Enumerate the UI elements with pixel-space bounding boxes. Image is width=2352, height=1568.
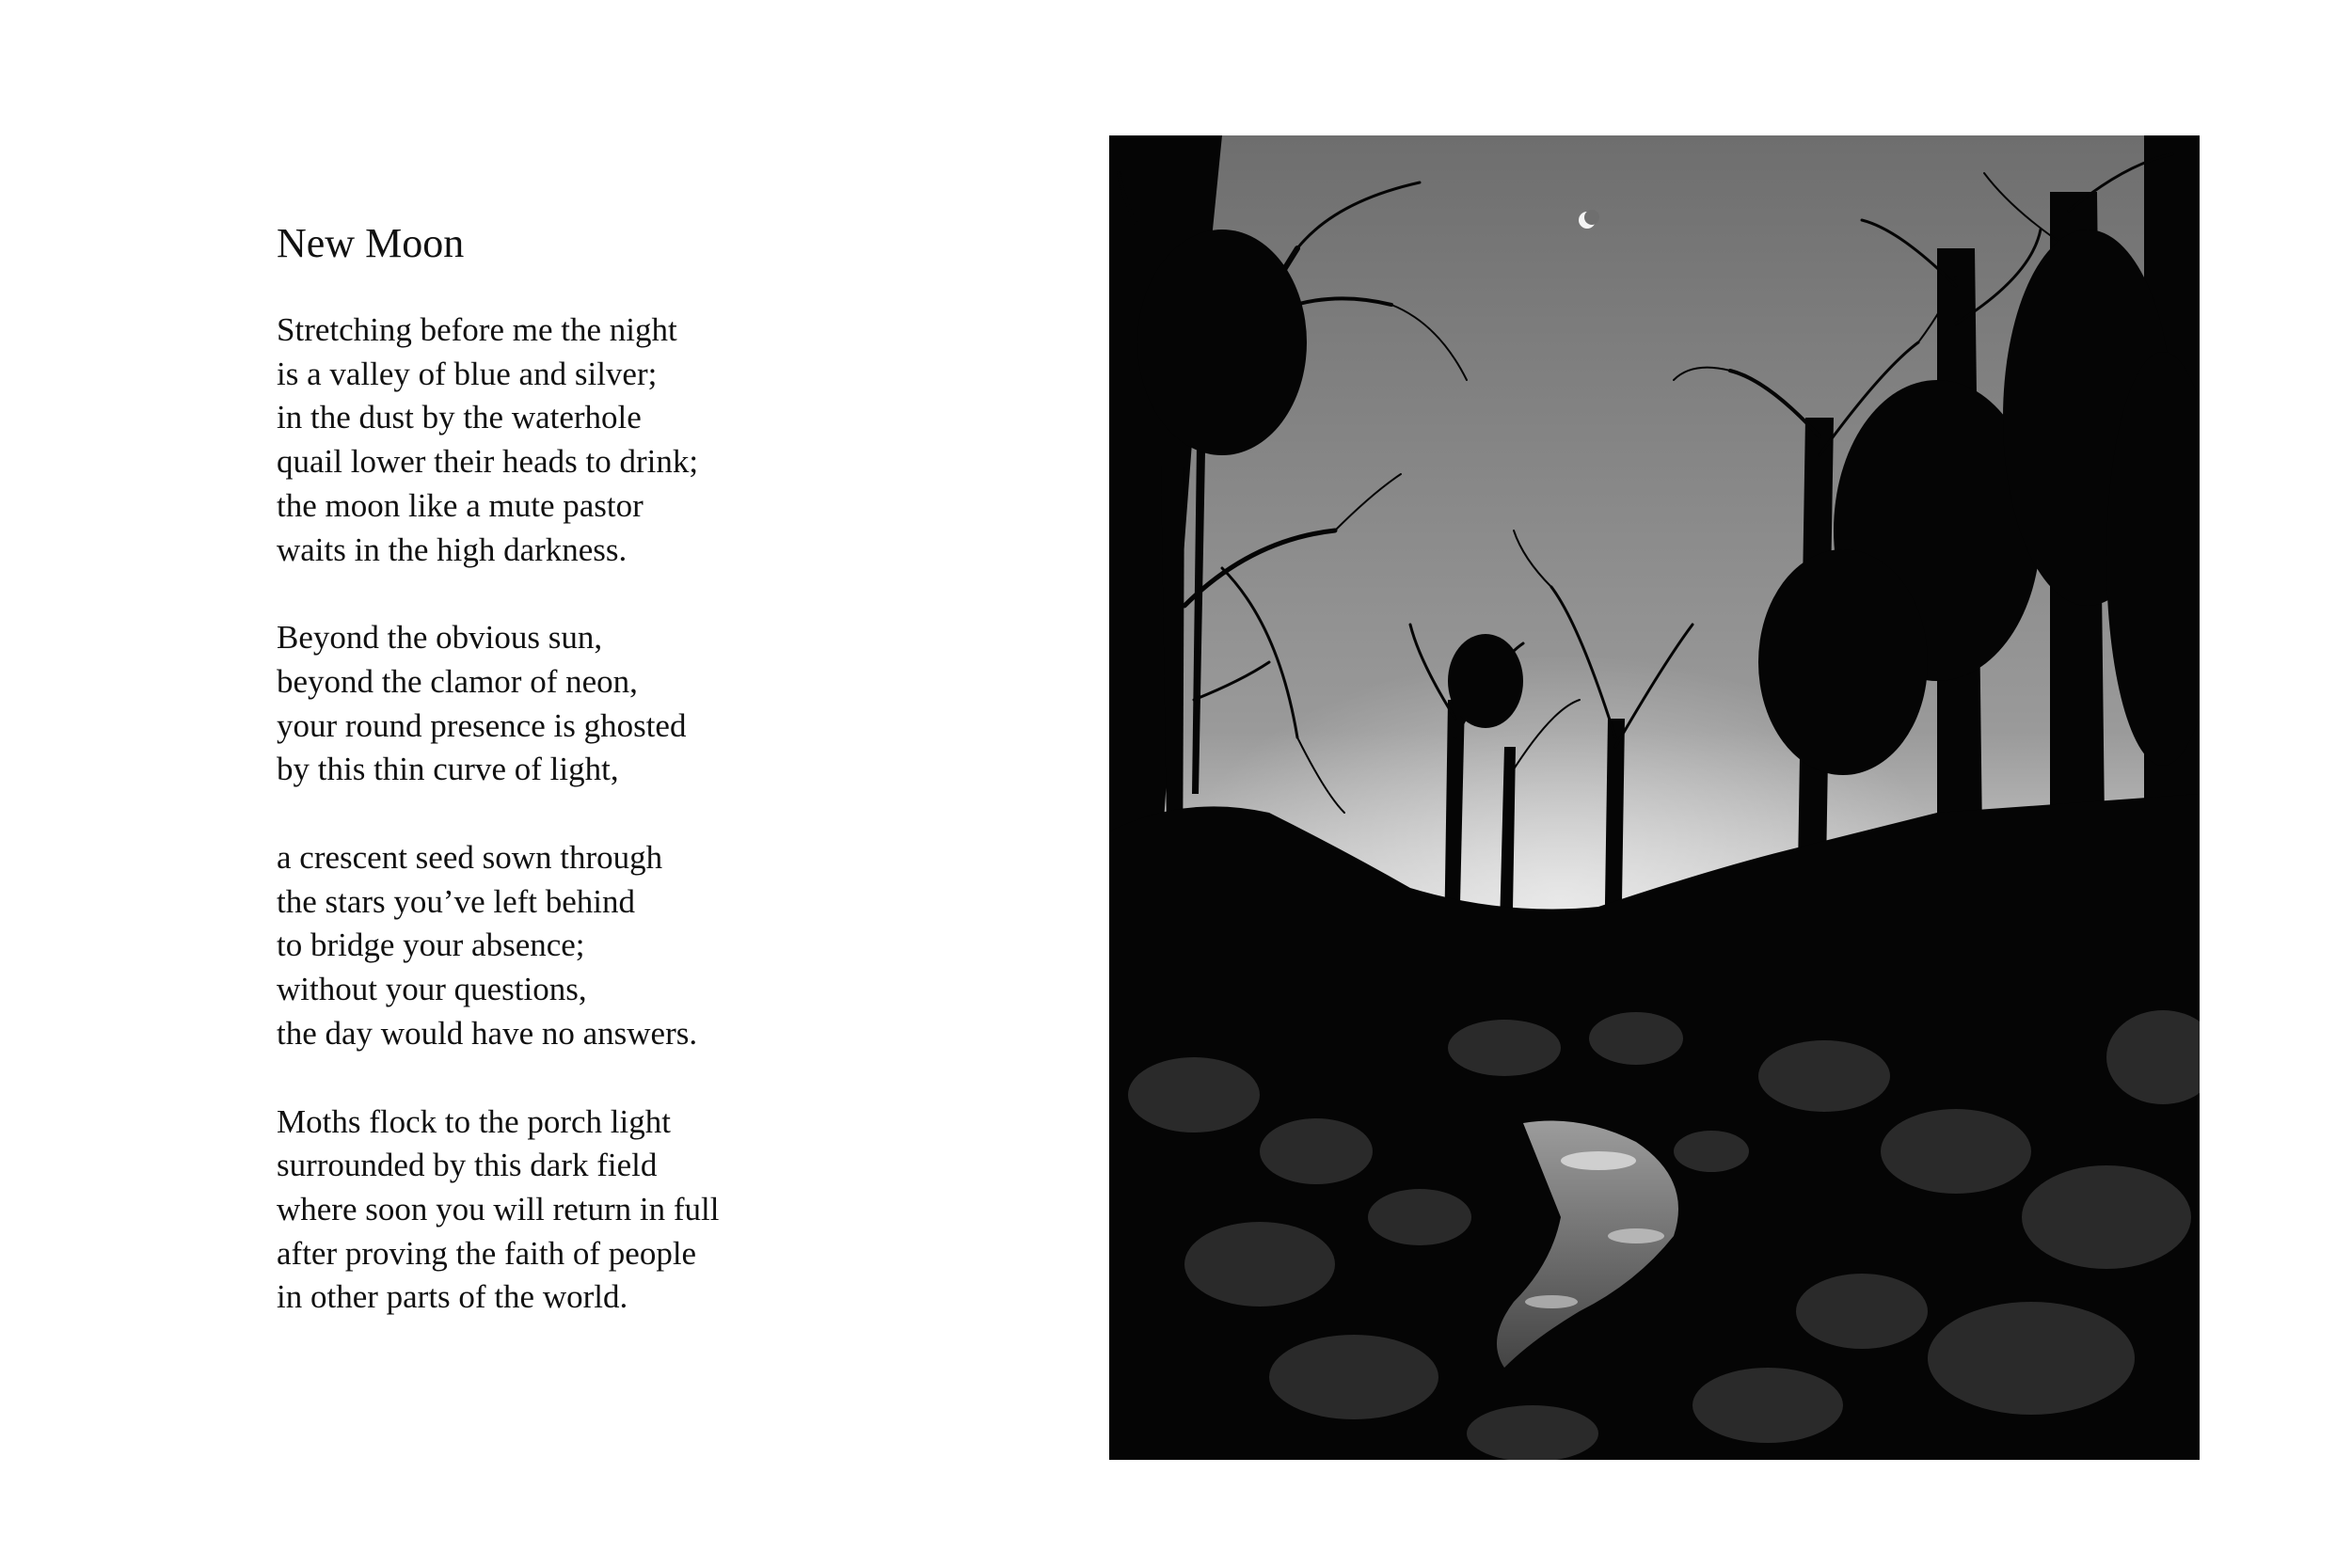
- poem-line: without your questions,: [277, 971, 587, 1008]
- stanza-1: [277, 309, 860, 572]
- poem-line: the day would have no answers.: [277, 1014, 698, 1052]
- poem-line: quail lower their heads to drink;: [277, 443, 699, 481]
- poem-line: the moon like a mute pastor: [277, 486, 644, 524]
- poem: [277, 218, 860, 1364]
- stanza-4: [277, 1101, 860, 1321]
- poem-line: is a valley of blue and silver;: [277, 355, 658, 392]
- poem-line: the stars you’ve left behind: [277, 882, 636, 920]
- poem-line: surrounded by this dark field: [277, 1147, 658, 1184]
- poem-line: where soon you will return in full: [277, 1190, 720, 1227]
- poem-line: beyond the clamor of neon,: [277, 662, 638, 700]
- photo-illustration: [1109, 135, 2200, 1460]
- poem-line: in the dust by the waterhole: [277, 399, 642, 436]
- poem-line: Beyond the obvious sun,: [277, 619, 603, 657]
- poem-line: to bridge your absence;: [277, 927, 585, 964]
- stanza-2: [277, 616, 860, 792]
- poem-line: your round presence is ghosted: [277, 706, 687, 744]
- poem-line: after proving the faith of people: [277, 1234, 697, 1272]
- poem-line: waits in the high darkness.: [277, 531, 628, 568]
- poem-line: Stretching before me the night: [277, 311, 677, 348]
- poem-title: New Moon: [277, 220, 465, 266]
- poem-line: by this thin curve of light,: [277, 751, 619, 788]
- stanza-3: [277, 836, 860, 1056]
- poem-line: in other parts of the world.: [277, 1278, 628, 1316]
- poem-line: Moths flock to the porch light: [277, 1102, 671, 1140]
- poem-line: a crescent seed sown through: [277, 839, 663, 877]
- night-forest-photo: [1109, 135, 2200, 1460]
